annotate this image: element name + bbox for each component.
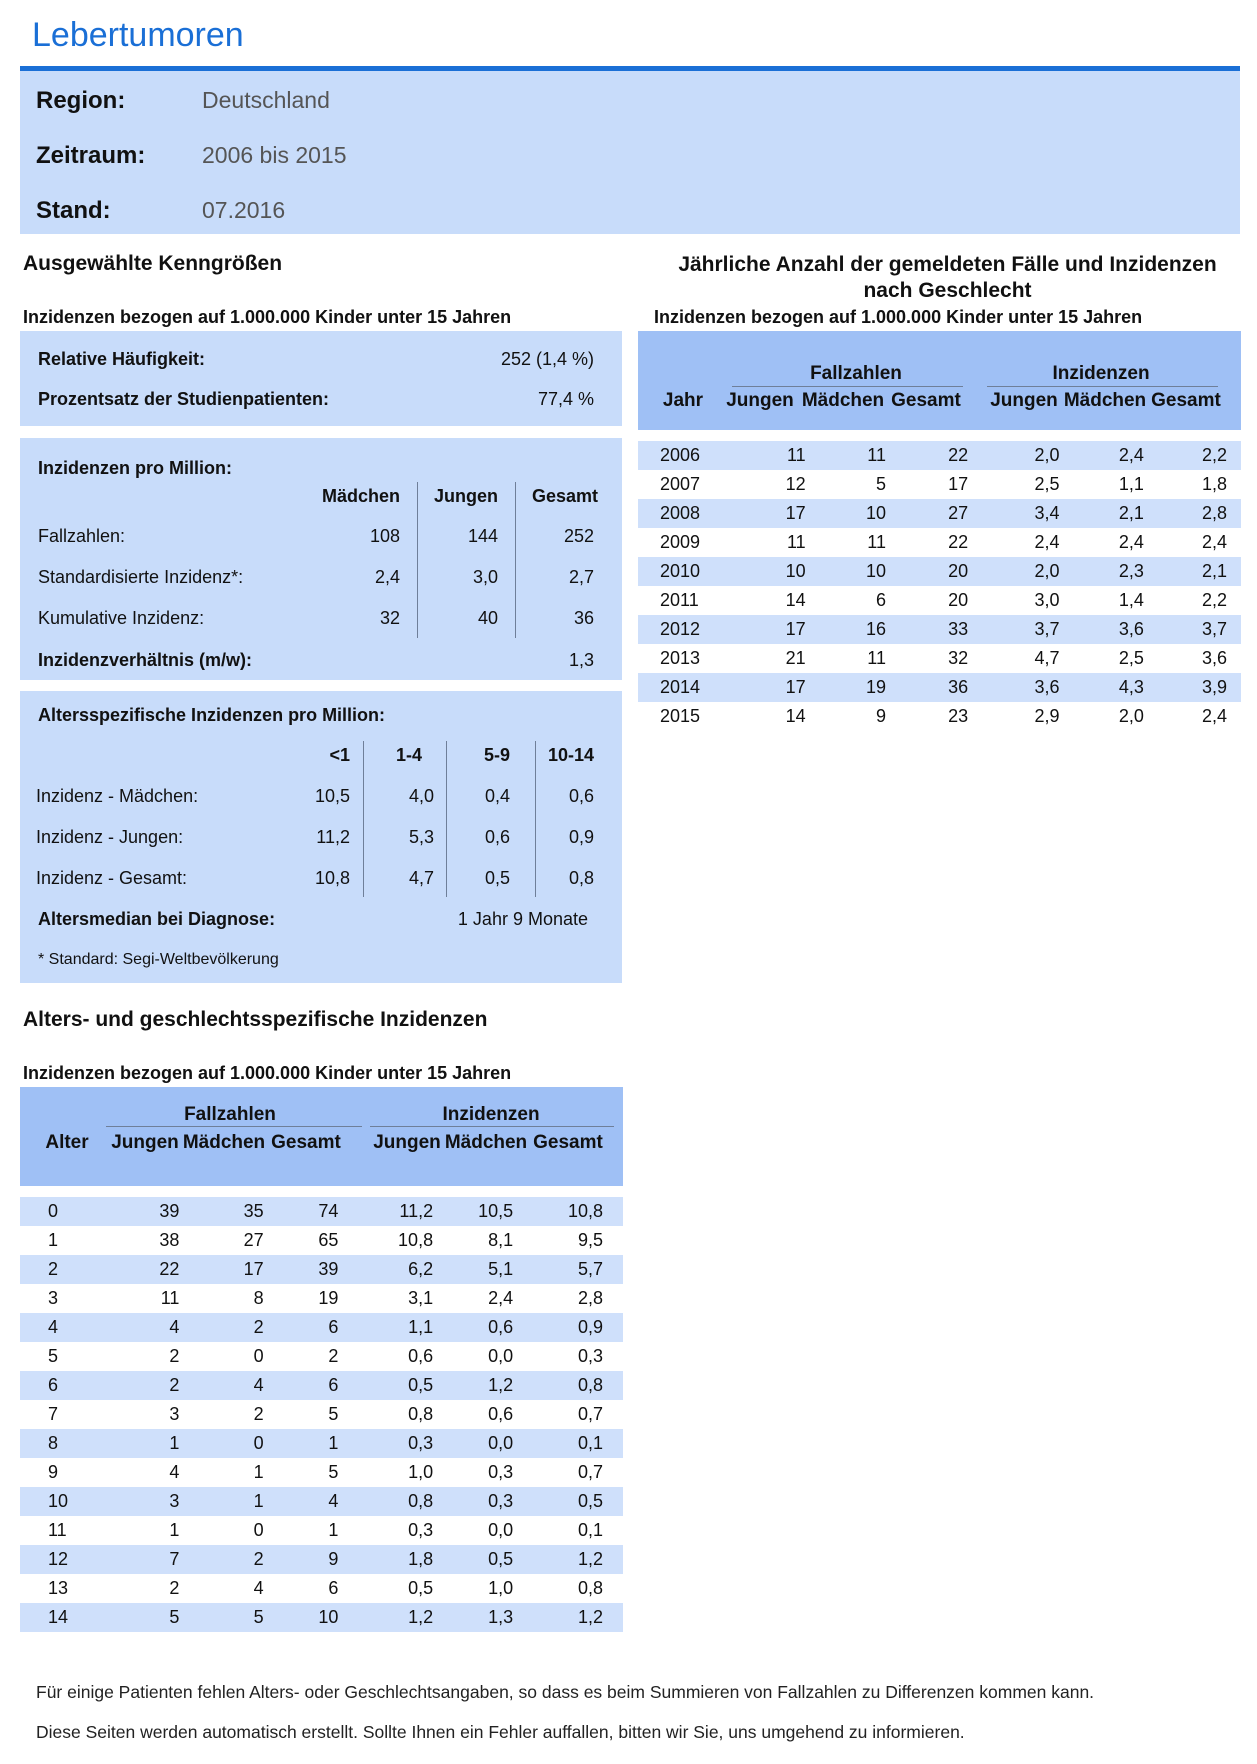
table-cell: 0,1 bbox=[577, 1520, 603, 1540]
fallzahlen-label: Fallzahlen: bbox=[38, 526, 126, 546]
jaehrlich-table bbox=[638, 441, 1241, 731]
table-cell: 5 bbox=[48, 1346, 59, 1366]
table-cell: 27 bbox=[243, 1230, 264, 1250]
table-cell: 2013 bbox=[660, 648, 701, 668]
col-jahr: Jahr bbox=[662, 390, 704, 411]
inzidenz-gesamt-10-14: 0,8 bbox=[568, 868, 594, 888]
table-cell: 1,2 bbox=[352, 1603, 445, 1632]
table-cell: 0,3 bbox=[352, 1429, 445, 1458]
table-cell: 2,4 bbox=[488, 1288, 514, 1308]
table-row bbox=[20, 1313, 623, 1342]
table-cell: 17 bbox=[201, 1255, 277, 1284]
col-age-1-4: 1-4 bbox=[395, 745, 422, 765]
table-cell: 39 bbox=[278, 1255, 353, 1284]
inzidenzen-pro-million-panel bbox=[20, 438, 622, 680]
table-row bbox=[20, 1197, 623, 1226]
stand-value: 07.2016 bbox=[202, 197, 286, 223]
table-cell: 20 bbox=[902, 557, 976, 586]
table-cell: 9 bbox=[278, 1545, 353, 1574]
altersspezifisch-panel bbox=[20, 691, 622, 983]
table-cell: 36 bbox=[902, 673, 976, 702]
table-cell: 6,2 bbox=[352, 1255, 445, 1284]
table-cell: 2015 bbox=[660, 706, 701, 726]
fallzahlen-gesamt: 252 bbox=[563, 526, 594, 546]
col-inz-gesamt: Gesamt bbox=[533, 1132, 603, 1153]
col-age-lt1: <1 bbox=[329, 745, 350, 765]
divider bbox=[370, 1126, 614, 1127]
table-cell: 4 bbox=[169, 1462, 180, 1482]
zeitraum-value: 2006 bis 2015 bbox=[202, 142, 347, 168]
table-row bbox=[20, 1400, 623, 1429]
table-cell: 2,4 bbox=[1074, 441, 1156, 470]
table-cell: 0,5 bbox=[408, 1578, 434, 1598]
table-cell: 0,5 bbox=[352, 1371, 445, 1400]
col-fall-gesamt: Gesamt bbox=[891, 390, 961, 411]
table-cell: 2 bbox=[328, 1346, 339, 1366]
table-cell: 0,3 bbox=[445, 1487, 527, 1516]
table-cell: 14 bbox=[785, 706, 806, 726]
table-cell: 2006 bbox=[638, 441, 733, 470]
table-row bbox=[20, 1545, 623, 1574]
divider bbox=[446, 741, 447, 897]
table-cell: 1,3 bbox=[445, 1603, 527, 1632]
table-cell: 1,0 bbox=[488, 1578, 514, 1598]
table-cell: 2,4 bbox=[1034, 532, 1060, 552]
inzidenz-jungen-1-4: 5,3 bbox=[408, 827, 434, 847]
table-cell: 5,7 bbox=[527, 1255, 623, 1284]
altersmedian-label: Altersmedian bei Diagnose: bbox=[38, 909, 276, 929]
table-cell: 17 bbox=[948, 474, 969, 494]
kumulative-inzidenz-maedchen: 32 bbox=[379, 608, 400, 628]
group-inzidenzen: Inzidenzen bbox=[1052, 363, 1150, 384]
kumulative-inzidenz-gesamt: 36 bbox=[573, 608, 594, 628]
table-cell: 10 bbox=[812, 557, 902, 586]
table-cell: 0,3 bbox=[488, 1462, 514, 1482]
table-cell: 17 bbox=[733, 499, 812, 528]
table-row bbox=[20, 1574, 623, 1603]
table-cell: 8 bbox=[253, 1288, 264, 1308]
table-row bbox=[638, 470, 1241, 499]
table-cell: 5 bbox=[875, 474, 886, 494]
table-cell: 3 bbox=[110, 1487, 201, 1516]
table-cell: 2009 bbox=[660, 532, 701, 552]
studienpatienten-value: 77,4 % bbox=[537, 389, 594, 409]
table-row bbox=[20, 1284, 623, 1313]
table-cell: 2010 bbox=[638, 557, 733, 586]
footnote-standard: * Standard: Segi-Weltbevölkerung bbox=[38, 951, 279, 968]
standardisierte-inzidenz-label: Standardisierte Inzidenz*: bbox=[38, 567, 244, 587]
table-cell: 1,2 bbox=[527, 1545, 623, 1574]
table-cell: 14 bbox=[785, 590, 806, 610]
fallzahlen-maedchen: 108 bbox=[369, 526, 400, 546]
table-row bbox=[638, 557, 1241, 586]
table-cell: 2,4 bbox=[1201, 532, 1227, 552]
table-cell: 2,8 bbox=[1156, 499, 1241, 528]
table-cell: 12 bbox=[20, 1545, 110, 1574]
table-cell: 0,5 bbox=[445, 1545, 527, 1574]
col-age-5-9: 5-9 bbox=[483, 745, 510, 765]
table-cell: 2008 bbox=[638, 499, 733, 528]
table-cell: 3,1 bbox=[408, 1288, 434, 1308]
kenngroessen-panel bbox=[20, 331, 622, 426]
table-cell: 4,7 bbox=[1034, 648, 1060, 668]
table-cell: 4,3 bbox=[1074, 673, 1156, 702]
col-jungen: Jungen bbox=[433, 486, 498, 506]
table-cell: 3,6 bbox=[976, 673, 1073, 702]
table-row bbox=[638, 615, 1241, 644]
table-cell: 0,7 bbox=[577, 1404, 603, 1424]
col-alter: Alter bbox=[45, 1132, 89, 1153]
table-cell: 11 bbox=[812, 441, 902, 470]
table-cell: 8,1 bbox=[488, 1230, 514, 1250]
divider bbox=[106, 1126, 362, 1127]
table-cell: 65 bbox=[318, 1230, 339, 1250]
stand-label: Stand: bbox=[36, 197, 111, 224]
table-cell: 2,5 bbox=[1034, 474, 1060, 494]
inzidenz-gesamt-1-4: 4,7 bbox=[408, 868, 434, 888]
table-cell: 2 bbox=[110, 1371, 201, 1400]
table-cell: 11 bbox=[867, 532, 886, 552]
inzidenz-gesamt-label: Inzidenz - Gesamt: bbox=[36, 868, 188, 888]
table-cell: 0,1 bbox=[527, 1429, 623, 1458]
table-cell: 4 bbox=[110, 1313, 201, 1342]
table-cell: 5 bbox=[328, 1462, 339, 1482]
inzidenz-jungen-5-9: 0,6 bbox=[484, 827, 510, 847]
table-cell: 2011 bbox=[660, 590, 699, 610]
table-cell: 3,0 bbox=[1034, 590, 1060, 610]
inzidenz-jungen-lt1: 11,2 bbox=[316, 827, 350, 847]
region-value: Deutschland bbox=[202, 87, 330, 113]
table-cell: 74 bbox=[278, 1197, 353, 1226]
table-cell: 6 bbox=[328, 1578, 339, 1598]
table-cell: 6 bbox=[875, 590, 886, 610]
table-cell: 1 bbox=[169, 1520, 180, 1540]
col-fall-jungen: Jungen bbox=[726, 390, 794, 411]
table-cell: 1 bbox=[278, 1429, 353, 1458]
table-cell: 3 bbox=[48, 1288, 59, 1308]
table-cell: 10,8 bbox=[527, 1197, 623, 1226]
table-row bbox=[638, 644, 1241, 673]
table-row bbox=[20, 1487, 623, 1516]
table-cell: 2,9 bbox=[1034, 706, 1060, 726]
divider bbox=[732, 386, 963, 387]
table-cell: 0,8 bbox=[352, 1487, 445, 1516]
table-cell: 4 bbox=[253, 1578, 264, 1598]
group-inzidenzen: Inzidenzen bbox=[442, 1104, 540, 1125]
table-cell: 0,0 bbox=[488, 1346, 514, 1366]
table-cell: 33 bbox=[902, 615, 976, 644]
divider bbox=[363, 741, 364, 897]
jaehrlich-title bbox=[655, 252, 1240, 304]
table-cell: 4 bbox=[20, 1313, 110, 1342]
inzidenz-maedchen-label: Inzidenz - Mädchen: bbox=[36, 786, 199, 806]
divider bbox=[417, 482, 418, 638]
table-cell: 32 bbox=[948, 648, 969, 668]
table-cell: 5 bbox=[201, 1603, 277, 1632]
table-cell: 3,7 bbox=[1156, 615, 1241, 644]
zeitraum-label: Zeitraum: bbox=[36, 142, 146, 169]
divider bbox=[535, 741, 536, 897]
inzidenz-jungen-10-14: 0,9 bbox=[568, 827, 594, 847]
table-row bbox=[20, 1429, 623, 1458]
table-cell: 7 bbox=[48, 1404, 59, 1424]
table-cell: 11 bbox=[733, 441, 812, 470]
col-inz-maedchen: Mädchen bbox=[444, 1132, 528, 1153]
table-cell: 11,2 bbox=[352, 1197, 445, 1226]
table-cell: 2 bbox=[253, 1404, 264, 1424]
table-cell: 0,5 bbox=[527, 1487, 623, 1516]
table-cell: 0 bbox=[253, 1520, 264, 1540]
altersspezifisch-title: Altersspezifische Inzidenzen pro Million: bbox=[38, 705, 386, 725]
col-inz-jungen: Jungen bbox=[990, 390, 1058, 411]
table-cell: 0,8 bbox=[527, 1371, 623, 1400]
table-cell: 2,0 bbox=[1118, 706, 1144, 726]
inzidenzverhaeltnis-value: 1,3 bbox=[568, 650, 594, 670]
table-cell: 23 bbox=[948, 706, 969, 726]
table-cell: 2012 bbox=[638, 615, 733, 644]
inzidenzverhaeltnis-label: Inzidenzverhältnis (m/w): bbox=[38, 650, 253, 670]
table-cell: 10,8 bbox=[398, 1230, 434, 1250]
footer-note-1: Für einige Patienten fehlen Alters- oder Geschlechtsangaben, so dass es beim Summieren von Fallzahlen zu Differenzen kommen kann. bbox=[36, 1682, 1095, 1702]
inzidenz-maedchen-1-4: 4,0 bbox=[408, 786, 434, 806]
table-cell: 0,9 bbox=[527, 1313, 623, 1342]
table-cell: 1,1 bbox=[1118, 474, 1144, 494]
table-cell: 2007 bbox=[660, 474, 701, 494]
table-row bbox=[20, 1255, 623, 1284]
col-inz-maedchen: Mädchen bbox=[1063, 390, 1147, 411]
table-cell: 9,5 bbox=[577, 1230, 603, 1250]
table-cell: 1,2 bbox=[445, 1371, 527, 1400]
table-cell: 1,1 bbox=[352, 1313, 445, 1342]
table-cell: 27 bbox=[902, 499, 976, 528]
page-title: Lebertumoren bbox=[32, 16, 244, 54]
table-row bbox=[638, 499, 1241, 528]
table-cell: 21 bbox=[785, 648, 806, 668]
table-row bbox=[638, 441, 1241, 470]
table-row bbox=[20, 1226, 623, 1255]
table-cell: 2,8 bbox=[577, 1288, 603, 1308]
table-cell: 0,8 bbox=[577, 1578, 603, 1598]
kenngroessen-title: Ausgewählte Kenngrößen bbox=[23, 252, 283, 275]
table-cell: 2,2 bbox=[1156, 441, 1241, 470]
table-cell: 1 bbox=[328, 1520, 339, 1540]
standardisierte-inzidenz-maedchen: 2,4 bbox=[374, 567, 400, 587]
table-cell: 11 bbox=[786, 532, 806, 552]
jaehrlich-title-line2: nach Geschlecht bbox=[863, 279, 1032, 302]
inzidenzen-pro-million-title: Inzidenzen pro Million: bbox=[38, 458, 232, 478]
kumulative-inzidenz-label: Kumulative Inzidenz: bbox=[38, 608, 205, 628]
rel-haeufigkeit-label: Relative Häufigkeit: bbox=[38, 349, 206, 369]
table-cell: 1,4 bbox=[1118, 590, 1144, 610]
table-cell: 0 bbox=[20, 1197, 110, 1226]
table-cell: 3 bbox=[169, 1404, 180, 1424]
col-inz-gesamt: Gesamt bbox=[1151, 390, 1221, 411]
alters-geschlecht-title: Alters- und geschlechtsspezifische Inzidenzen bbox=[23, 1008, 488, 1031]
table-cell: 2,4 bbox=[1118, 532, 1144, 552]
table-cell: 0,8 bbox=[408, 1404, 434, 1424]
inzidenz-maedchen-10-14: 0,6 bbox=[568, 786, 594, 806]
divider bbox=[515, 482, 516, 638]
alters-geschlecht-subtitle: Inzidenzen bezogen auf 1.000.000 Kinder unter 15 Jahren bbox=[23, 1063, 512, 1083]
table-cell: 2,3 bbox=[1074, 557, 1156, 586]
table-cell: 3,4 bbox=[976, 499, 1073, 528]
table-cell: 6 bbox=[20, 1371, 110, 1400]
table-row bbox=[20, 1342, 623, 1371]
jaehrlich-table-header bbox=[638, 331, 1241, 430]
table-cell: 2 bbox=[201, 1545, 277, 1574]
table-cell: 0,6 bbox=[408, 1346, 434, 1366]
standardisierte-inzidenz-jungen: 3,0 bbox=[472, 567, 498, 587]
col-fall-gesamt: Gesamt bbox=[271, 1132, 341, 1153]
table-cell: 13 bbox=[48, 1578, 69, 1598]
table-cell: 2 bbox=[201, 1313, 277, 1342]
table-cell: 2,1 bbox=[1156, 557, 1241, 586]
table-cell: 1,8 bbox=[352, 1545, 445, 1574]
inzidenz-gesamt-lt1: 10,8 bbox=[314, 868, 350, 888]
table-cell: 0,3 bbox=[577, 1346, 603, 1366]
table-cell: 39 bbox=[110, 1197, 201, 1226]
table-row bbox=[20, 1371, 623, 1400]
inzidenz-maedchen-5-9: 0,4 bbox=[484, 786, 510, 806]
inzidenz-maedchen-lt1: 10,5 bbox=[314, 786, 350, 806]
jaehrlich-subtitle: Inzidenzen bezogen auf 1.000.000 Kinder unter 15 Jahren bbox=[654, 307, 1143, 327]
table-cell: 3,9 bbox=[1156, 673, 1241, 702]
table-cell: 17 bbox=[733, 615, 812, 644]
table-cell: 0,0 bbox=[488, 1520, 514, 1540]
table-cell: 1 bbox=[48, 1230, 59, 1250]
table-cell: 8 bbox=[20, 1429, 110, 1458]
table-cell: 4 bbox=[201, 1371, 277, 1400]
inzidenz-jungen-label: Inzidenz - Jungen: bbox=[36, 827, 184, 847]
table-row bbox=[20, 1603, 623, 1632]
header-info-panel bbox=[20, 71, 1240, 234]
table-cell: 1,0 bbox=[408, 1462, 434, 1482]
table-cell: 22 bbox=[948, 532, 969, 552]
table-cell: 0 bbox=[201, 1429, 277, 1458]
table-cell: 5,1 bbox=[445, 1255, 527, 1284]
table-cell: 6 bbox=[278, 1371, 353, 1400]
table-row bbox=[20, 1458, 623, 1487]
rel-haeufigkeit-value: 252 (1,4 %) bbox=[500, 349, 594, 369]
table-cell: 10 bbox=[733, 557, 812, 586]
table-cell: 5 bbox=[328, 1404, 339, 1424]
table-row bbox=[638, 702, 1241, 731]
table-cell: 22 bbox=[902, 441, 976, 470]
group-fallzahlen: Fallzahlen bbox=[184, 1104, 276, 1125]
table-cell: 10 bbox=[20, 1487, 110, 1516]
table-row bbox=[20, 1516, 623, 1545]
table-cell: 9 bbox=[48, 1462, 59, 1482]
col-fall-maedchen: Mädchen bbox=[801, 390, 885, 411]
col-fall-maedchen: Mädchen bbox=[182, 1132, 266, 1153]
table-cell: 12 bbox=[785, 474, 806, 494]
col-inz-jungen: Jungen bbox=[373, 1132, 441, 1153]
table-cell: 2,0 bbox=[976, 441, 1073, 470]
divider bbox=[987, 386, 1218, 387]
footer-note-2: Diese Seiten werden automatisch erstellt. Sollte Ihnen ein Fehler auffallen, bitten wir Sie, uns umgehend zu informieren. bbox=[36, 1722, 965, 1742]
table-cell: 38 bbox=[159, 1230, 180, 1250]
table-cell: 2,0 bbox=[976, 557, 1073, 586]
table-cell: 0 bbox=[253, 1346, 264, 1366]
table-cell: 17 bbox=[733, 673, 812, 702]
table-cell: 4 bbox=[278, 1487, 353, 1516]
table-cell: 0,3 bbox=[408, 1520, 434, 1540]
table-cell: 11 bbox=[867, 648, 886, 668]
table-cell: 3,6 bbox=[1074, 615, 1156, 644]
table-cell: 0,6 bbox=[488, 1404, 514, 1424]
alters-table bbox=[20, 1197, 623, 1632]
kumulative-inzidenz-jungen: 40 bbox=[477, 608, 498, 628]
jaehrlich-title-line1: Jährliche Anzahl der gemeldeten Fälle und Inzidenzen bbox=[678, 253, 1217, 276]
table-cell: 0,0 bbox=[445, 1429, 527, 1458]
table-cell: 11 bbox=[48, 1520, 67, 1540]
col-age-10-14: 10-14 bbox=[547, 745, 594, 765]
table-cell: 2014 bbox=[638, 673, 733, 702]
table-cell: 7 bbox=[110, 1545, 201, 1574]
table-cell: 0,6 bbox=[445, 1313, 527, 1342]
table-row bbox=[638, 673, 1241, 702]
studienpatienten-label: Prozentsatz der Studienpatienten: bbox=[38, 389, 330, 409]
table-cell: 10,5 bbox=[445, 1197, 527, 1226]
table-cell: 3,7 bbox=[976, 615, 1073, 644]
table-cell: 2,5 bbox=[1118, 648, 1144, 668]
table-cell: 3,6 bbox=[1201, 648, 1227, 668]
table-cell: 20 bbox=[948, 590, 969, 610]
table-cell: 1 bbox=[201, 1487, 277, 1516]
table-cell: 16 bbox=[812, 615, 902, 644]
table-cell: 2,2 bbox=[1201, 590, 1227, 610]
table-cell: 19 bbox=[812, 673, 902, 702]
table-cell: 2 bbox=[169, 1346, 180, 1366]
col-gesamt: Gesamt bbox=[531, 486, 598, 506]
table-cell: 1,2 bbox=[527, 1603, 623, 1632]
group-fallzahlen: Fallzahlen bbox=[810, 363, 902, 384]
table-cell: 6 bbox=[278, 1313, 353, 1342]
table-cell: 19 bbox=[318, 1288, 339, 1308]
table-cell: 0,7 bbox=[577, 1462, 603, 1482]
table-cell: 11 bbox=[160, 1288, 180, 1308]
standardisierte-inzidenz-gesamt: 2,7 bbox=[568, 567, 594, 587]
table-cell: 35 bbox=[201, 1197, 277, 1226]
table-cell: 10 bbox=[812, 499, 902, 528]
table-cell: 9 bbox=[875, 706, 886, 726]
table-cell: 2,4 bbox=[1201, 706, 1227, 726]
table-cell: 2,1 bbox=[1074, 499, 1156, 528]
col-fall-jungen: Jungen bbox=[111, 1132, 179, 1153]
table-cell: 14 bbox=[20, 1603, 110, 1632]
inzidenz-gesamt-5-9: 0,5 bbox=[484, 868, 510, 888]
table-cell: 5 bbox=[110, 1603, 201, 1632]
alters-table-header bbox=[20, 1087, 623, 1186]
table-cell: 2 bbox=[20, 1255, 110, 1284]
kenngroessen-subtitle: Inzidenzen bezogen auf 1.000.000 Kinder unter 15 Jahren bbox=[23, 307, 512, 327]
fallzahlen-jungen: 144 bbox=[467, 526, 498, 546]
altersmedian-value: 1 Jahr 9 Monate bbox=[457, 909, 588, 929]
table-cell: 10 bbox=[278, 1603, 353, 1632]
table-row bbox=[638, 528, 1241, 557]
table-cell: 1 bbox=[253, 1462, 264, 1482]
table-cell: 1,8 bbox=[1201, 474, 1227, 494]
table-row bbox=[638, 586, 1241, 615]
col-maedchen: Mädchen bbox=[321, 486, 400, 506]
region-label: Region: bbox=[36, 87, 126, 114]
table-cell: 1 bbox=[110, 1429, 201, 1458]
table-cell: 2 bbox=[169, 1578, 180, 1598]
table-cell: 22 bbox=[110, 1255, 201, 1284]
